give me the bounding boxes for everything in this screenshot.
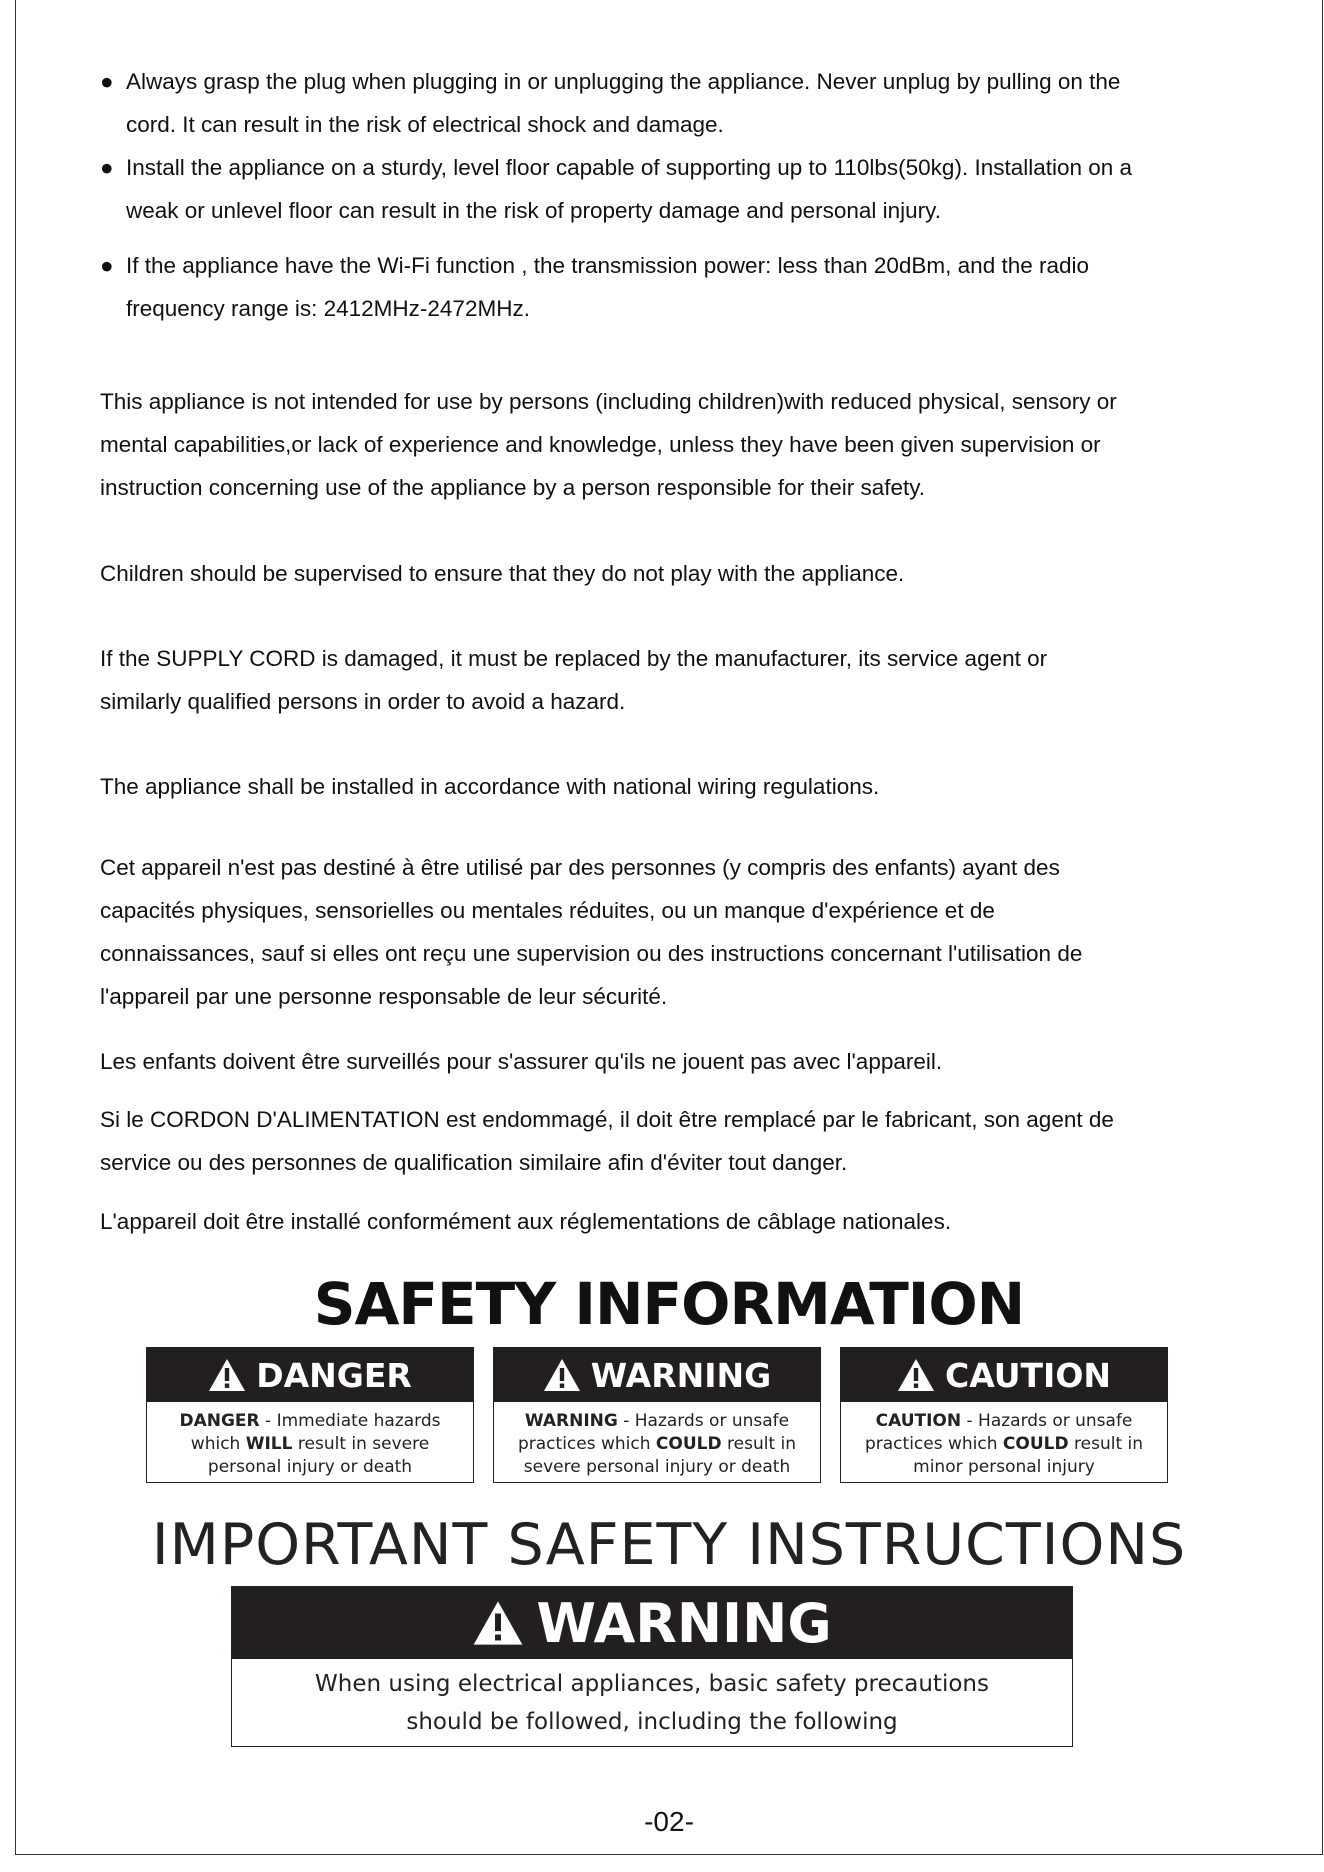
paragraph-supply-cord [100, 637, 1260, 723]
paragraph-line: This appliance is not intended for use by persons (including children)with reduced physical, sensory or [100, 389, 1117, 414]
bullet-line: Always grasp the plug when plugging in or unplugging the appliance. Never unplug by pulling on the [126, 69, 1121, 94]
paragraph-line: Si le CORDON D'ALIMENTATION est endommagé, il doit être remplacé par le fabricant, son agent de [100, 1107, 1114, 1132]
warning-triangle-icon [543, 1358, 581, 1392]
desc-text: result in [1068, 1434, 1144, 1454]
desc-text: - Immediate hazards [259, 1411, 441, 1431]
danger-label: DANGER [256, 1355, 412, 1395]
paragraph-line: The appliance shall be installed in accordance with national wiring regulations. [100, 774, 880, 799]
paragraph-line: mental capabilities,or lack of experience and knowledge, unless they have been given supervision or [100, 432, 1101, 457]
desc-text: should be followed, including the following [406, 1709, 898, 1735]
warning-triangle-icon [897, 1358, 935, 1392]
warning-box [493, 1347, 821, 1483]
paragraph-line: connaissances, sauf si elles ont reçu une supervision ou des instructions concernant l'utilisation de [100, 941, 1083, 966]
desc-text: personal injury or death [207, 1457, 413, 1477]
warning-label: WARNING [590, 1355, 772, 1395]
desc-keyword: COULD [655, 1434, 722, 1454]
warning-keyword: WARNING [524, 1411, 618, 1431]
paragraph-persons [100, 380, 1260, 509]
desc-text: When using electrical appliances, basic safety precautions [315, 1671, 989, 1697]
paragraph-fr-personnes [100, 846, 1260, 1018]
danger-description [147, 1402, 473, 1479]
paragraph-fr-cablage [100, 1200, 1260, 1243]
desc-keyword: COULD [1002, 1434, 1069, 1454]
paragraph-line: service ou des personnes de qualification similaire afin d'éviter tout danger. [100, 1150, 848, 1175]
bullet-line: If the appliance have the Wi-Fi function , the transmission power: less than 20dBm, and the radio [126, 253, 1090, 278]
bullet-dot: ● [100, 155, 114, 180]
paragraph-wiring [100, 765, 1260, 808]
safety-information-title: SAFETY INFORMATION [313, 1270, 1025, 1338]
manual-page [15, 0, 1323, 1855]
paragraph-line: instruction concerning use of the appliance by a person responsible for their safety. [100, 475, 926, 500]
desc-text: minor personal injury [913, 1457, 1095, 1477]
warning-header [494, 1348, 820, 1402]
bullet-line: Install the appliance on a sturdy, level floor capable of supporting up to 110lbs(50kg). Installation on a [126, 155, 1133, 180]
general-warning-label: WARNING [536, 1591, 832, 1655]
general-warning-header [232, 1587, 1072, 1659]
paragraph-fr-cordon [100, 1098, 1260, 1184]
paragraph-line: l'appareil par une personne responsable de leur sécurité. [100, 984, 668, 1009]
paragraph-fr-enfants [100, 1040, 1260, 1083]
caution-header [841, 1348, 1167, 1402]
warning-description [494, 1402, 820, 1479]
bullet-dot: ● [100, 253, 114, 278]
general-warning-description [232, 1659, 1072, 1741]
paragraph-children [100, 552, 1260, 595]
danger-box [146, 1347, 474, 1483]
paragraph-line: L'appareil doit être installé conformément aux réglementations de câblage nationales. [100, 1209, 952, 1234]
desc-text: result in severe [292, 1434, 430, 1454]
desc-text: severe personal injury or death [523, 1457, 791, 1477]
important-safety-instructions-title: IMPORTANT SAFETY INSTRUCTIONS [151, 1512, 1187, 1578]
caution-description [841, 1402, 1167, 1479]
desc-text: which [190, 1434, 246, 1454]
warning-triangle-icon [208, 1358, 246, 1392]
bullet-item [100, 244, 1260, 330]
warning-triangle-icon [472, 1600, 524, 1646]
paragraph-line: similarly qualified persons in order to avoid a hazard. [100, 689, 626, 714]
desc-keyword: WILL [245, 1434, 293, 1454]
danger-keyword: DANGER [179, 1411, 260, 1431]
danger-header [147, 1348, 473, 1402]
caution-label: CAUTION [945, 1355, 1111, 1395]
desc-text: practices which [517, 1434, 656, 1454]
paragraph-line: Cet appareil n'est pas destiné à être utilisé par des personnes (y compris des enfants) ayant des [100, 855, 1060, 880]
desc-text: result in [721, 1434, 797, 1454]
paragraph-line: Les enfants doivent être surveillés pour s'assurer qu'ils ne jouent pas avec l'appareil. [100, 1049, 943, 1074]
desc-text: practices which [864, 1434, 1003, 1454]
paragraph-line: Children should be supervised to ensure that they do not play with the appliance. [100, 561, 905, 586]
bullet-item [100, 146, 1260, 232]
bullet-line: weak or unlevel floor can result in the risk of property damage and personal injury. [126, 198, 942, 223]
caution-box [840, 1347, 1168, 1483]
paragraph-line: If the SUPPLY CORD is damaged, it must be replaced by the manufacturer, its service agent or [100, 646, 1048, 671]
bullet-list [100, 60, 1260, 330]
desc-text: - Hazards or unsafe [617, 1411, 790, 1431]
bullet-line: cord. It can result in the risk of electrical shock and damage. [126, 112, 724, 137]
paragraph-line: capacités physiques, sensorielles ou mentales réduites, ou un manque d'expérience et de [100, 898, 995, 923]
general-warning-box [231, 1586, 1073, 1747]
bullet-line: frequency range is: 2412MHz-2472MHz. [126, 296, 530, 321]
caution-keyword: CAUTION [875, 1411, 962, 1431]
page-number: -02- [644, 1806, 694, 1837]
bullet-dot: ● [100, 69, 114, 94]
desc-text: - Hazards or unsafe [961, 1411, 1133, 1431]
bullet-item [100, 60, 1260, 146]
